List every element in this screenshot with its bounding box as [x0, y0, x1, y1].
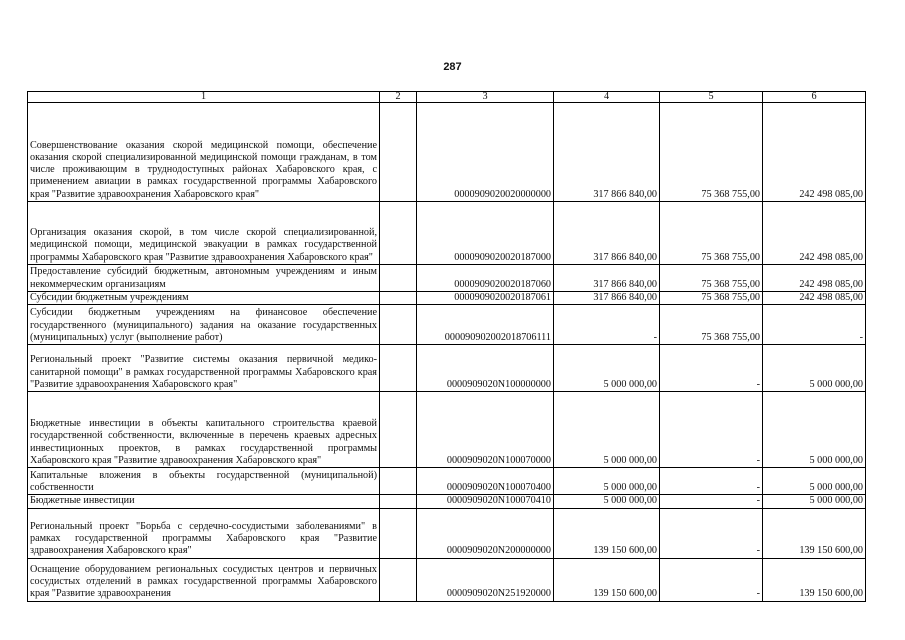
row-description: Организация оказания скорой, в том числе скорой специализированной, медицинской помощи, медицинской эвакуации в рамках государственной программы Хабаровского края "Развитие здравоохранения Хабаровского края": [28, 202, 380, 265]
row-col2: [380, 558, 417, 601]
row-col5: -: [660, 468, 763, 495]
row-col6: 242 498 085,00: [763, 292, 866, 305]
column-header-5: 5: [660, 92, 763, 103]
table-row: [28, 468, 866, 495]
row-col5: -: [660, 558, 763, 601]
table-row: [28, 202, 866, 265]
row-code: 0000909020N100070410: [417, 495, 554, 508]
row-code: 0000909020N100000000: [417, 345, 554, 392]
row-col5: -: [660, 392, 763, 468]
table-row: [28, 508, 866, 558]
row-description: Региональный проект "Развитие системы оказания первичной медико-санитарной помощи" в рамках государственной программы Хабаровского края "Развитие здравоохранения Хабаровского края": [28, 345, 380, 392]
table-row: [28, 305, 866, 345]
row-col6: 5 000 000,00: [763, 392, 866, 468]
table-row: [28, 558, 866, 601]
row-col2: [380, 508, 417, 558]
row-description: Оснащение оборудованием региональных сосудистых центров и первичных сосудистых отделений в рамках государственной программы Хабаровского края "Развитие здравоохранения: [28, 558, 380, 601]
row-col2: [380, 202, 417, 265]
row-code: 0000909020020000000: [417, 103, 554, 202]
row-col5: -: [660, 508, 763, 558]
row-description: Субсидии бюджетным учреждениям: [28, 292, 380, 305]
budget-table: [27, 91, 866, 602]
row-description: Субсидии бюджетным учреждениям на финансовое обеспечение государственного (муниципального) задания на оказание государственных (муниципальных) услуг (выполнение работ): [28, 305, 380, 345]
column-header-3: 3: [417, 92, 554, 103]
row-code: 0000909020020187061: [417, 292, 554, 305]
table-row: [28, 292, 866, 305]
row-code: 0000909020020187060: [417, 265, 554, 292]
row-description: Совершенствование оказания скорой медицинской помощи, обеспечение оказания скорой специализированной медицинской помощи гражданам, в том числе проживающим в труднодоступных районах Хабаровского края, с применением авиации в рамках государственной программы Хабаровского края "Развитие здравоохранения Хабаровского края": [28, 103, 380, 202]
row-col6: 5 000 000,00: [763, 468, 866, 495]
row-description: Предоставление субсидий бюджетным, автономным учреждениям и иным некоммерческим организациям: [28, 265, 380, 292]
row-col5: -: [660, 345, 763, 392]
row-col6: 139 150 600,00: [763, 558, 866, 601]
row-code: 0000909020N100070000: [417, 392, 554, 468]
row-col2: [380, 468, 417, 495]
row-col6: 242 498 085,00: [763, 103, 866, 202]
row-col2: [380, 103, 417, 202]
row-description: Капитальные вложения в объекты государственной (муниципальной) собственности: [28, 468, 380, 495]
row-col2: [380, 495, 417, 508]
row-col5: 75 368 755,00: [660, 202, 763, 265]
table-row: [28, 345, 866, 392]
row-col4: 317 866 840,00: [554, 292, 660, 305]
row-col4: 5 000 000,00: [554, 345, 660, 392]
row-col6: 5 000 000,00: [763, 345, 866, 392]
row-col4: 5 000 000,00: [554, 392, 660, 468]
table-row: [28, 495, 866, 508]
row-col4: 5 000 000,00: [554, 495, 660, 508]
row-col4: 5 000 000,00: [554, 468, 660, 495]
header-row: [28, 92, 866, 103]
row-col5: -: [660, 495, 763, 508]
row-col2: [380, 292, 417, 305]
row-col6: 139 150 600,00: [763, 508, 866, 558]
row-col6: 242 498 085,00: [763, 202, 866, 265]
row-col4: 139 150 600,00: [554, 508, 660, 558]
row-col5: 75 368 755,00: [660, 305, 763, 345]
column-header-2: 2: [380, 92, 417, 103]
table-row: [28, 392, 866, 468]
row-col6: 5 000 000,00: [763, 495, 866, 508]
row-col2: [380, 392, 417, 468]
row-col5: 75 368 755,00: [660, 265, 763, 292]
row-col2: [380, 345, 417, 392]
column-header-6: 6: [763, 92, 866, 103]
row-code: 0000909020N100070400: [417, 468, 554, 495]
row-code: 0000909020020187000: [417, 202, 554, 265]
table-row: [28, 265, 866, 292]
table-row: [28, 103, 866, 202]
row-col6: 242 498 085,00: [763, 265, 866, 292]
page-number: 287: [443, 61, 462, 73]
row-description: Региональный проект "Борьба с сердечно-сосудистыми заболеваниями" в рамках государственной программы Хабаровского края "Развитие здравоохранения Хабаровского края": [28, 508, 380, 558]
row-code: 0000909020N251920000: [417, 558, 554, 601]
column-header-4: 4: [554, 92, 660, 103]
row-col4: 139 150 600,00: [554, 558, 660, 601]
row-description: Бюджетные инвестиции в объекты капитального строительства краевой государственной собственности, включенные в перечень краевых адресных инвестиционных проектов, в рамках государственной программы Хабаровского края "Развитие здравоохранения Хабаровского края": [28, 392, 380, 468]
row-code: 0000909020N200000000: [417, 508, 554, 558]
row-col4: 317 866 840,00: [554, 265, 660, 292]
row-col2: [380, 265, 417, 292]
row-col5: 75 368 755,00: [660, 103, 763, 202]
row-col5: 75 368 755,00: [660, 292, 763, 305]
row-col2: [380, 305, 417, 345]
row-col4: 317 866 840,00: [554, 202, 660, 265]
column-header-1: 1: [28, 92, 380, 103]
row-description: Бюджетные инвестиции: [28, 495, 380, 508]
row-code: 000090902002018706111: [417, 305, 554, 345]
row-col4: -: [554, 305, 660, 345]
row-col6: -: [763, 305, 866, 345]
row-col4: 317 866 840,00: [554, 103, 660, 202]
